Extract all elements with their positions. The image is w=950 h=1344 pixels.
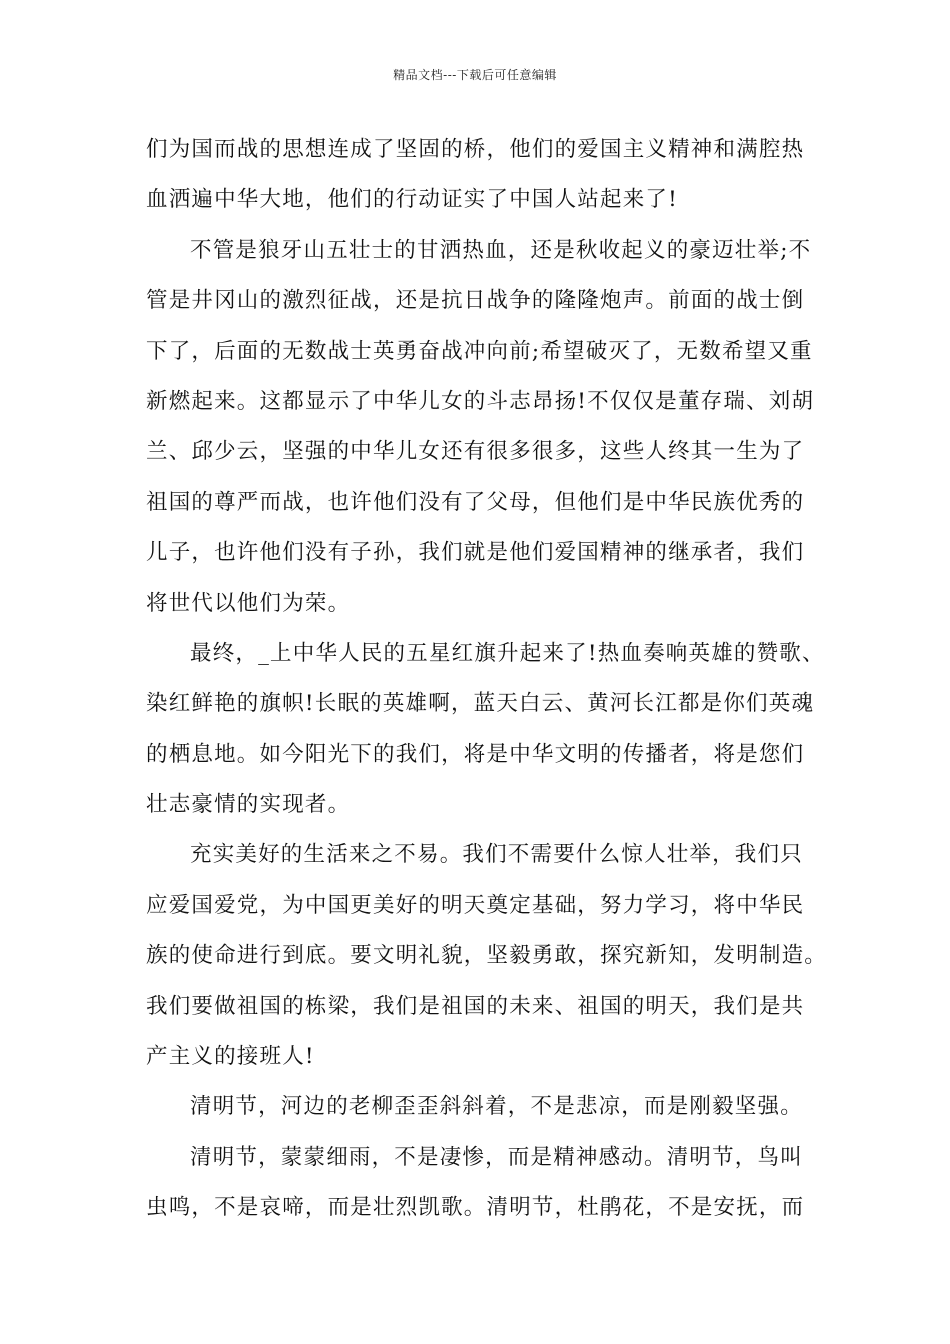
text-line: 管是井冈山的激烈征战，还是抗日战争的隆隆炮声。前面的战士倒: [146, 288, 805, 314]
paragraph-6: [146, 1133, 830, 1234]
text-line: 清明节，河边的老柳歪歪斜斜着，不是悲凉，而是刚毅坚强。: [190, 1094, 803, 1120]
text-line: 祖国的尊严而战，也许他们没有了父母，但他们是中华民族优秀的: [146, 489, 805, 515]
paragraph-2: [146, 226, 830, 629]
text-line: 的栖息地。如今阳光下的我们，将是中华文明的传播者，将是您们: [146, 741, 805, 767]
text-line: 充实美好的生活来之不易。我们不需要什么惊人壮举，我们只: [190, 842, 803, 868]
document-body: [146, 125, 830, 1234]
page-header: 精品文档---下载后可任意编辑: [393, 68, 557, 82]
text-line: 染红鲜艳的旗帜!长眠的英雄啊，蓝天白云、黄河长江都是你们英魂: [146, 691, 815, 717]
text-line: 儿子，也许他们没有子孙，我们就是他们爱国精神的继承者，我们: [146, 540, 805, 566]
text-line: 下了，后面的无数战士英勇奋战冲向前;希望破灭了，无数希望又重: [146, 338, 813, 364]
text-line: 们为国而战的思想连成了坚固的桥，他们的爱国主义精神和满腔热: [146, 137, 805, 162]
text-line: 兰、邱少云，坚强的中华儿女还有很多很多，这些人终其一生为了: [146, 439, 805, 465]
text-line: 产主义的接班人!: [146, 1044, 315, 1070]
text-line: 我们要做祖国的栋梁，我们是祖国的未来、祖国的明天，我们是共: [146, 993, 805, 1019]
paragraph-4: [146, 830, 830, 1082]
paragraph-5: [146, 1082, 830, 1132]
text-line: 将世代以他们为荣。: [146, 590, 351, 616]
text-line: 虫鸣，不是哀啼，而是壮烈凯歌。清明节，杜鹃花，不是安抚，而: [146, 1195, 805, 1221]
text-line: 壮志豪情的实现者。: [146, 792, 351, 818]
paragraph-3: [146, 629, 830, 831]
text-line: 新燃起来。这都显示了中华儿女的斗志昂扬!不仅仅是董存瑞、刘胡: [146, 388, 815, 414]
text-line: 最终，_上中华人民的五星红旗升起来了!热血奏响英雄的赞歌、: [190, 640, 825, 666]
text-line: 清明节，蒙蒙细雨，不是凄惨，而是精神感动。清明节，鸟叫: [190, 1144, 803, 1170]
paragraph-1: [146, 125, 830, 226]
text-line: 不管是狼牙山五壮士的甘洒热血，还是秋收起义的豪迈壮举;不: [190, 237, 812, 263]
text-line: 应爱国爱党，为中国更美好的明天奠定基础，努力学习，将中华民: [146, 892, 805, 918]
text-line: 族的使命进行到底。要文明礼貌，坚毅勇敢，探究新知，发明制造。: [146, 943, 828, 969]
text-line: 血洒遍中华大地，他们的行动证实了中国人站起来了!: [146, 187, 678, 213]
